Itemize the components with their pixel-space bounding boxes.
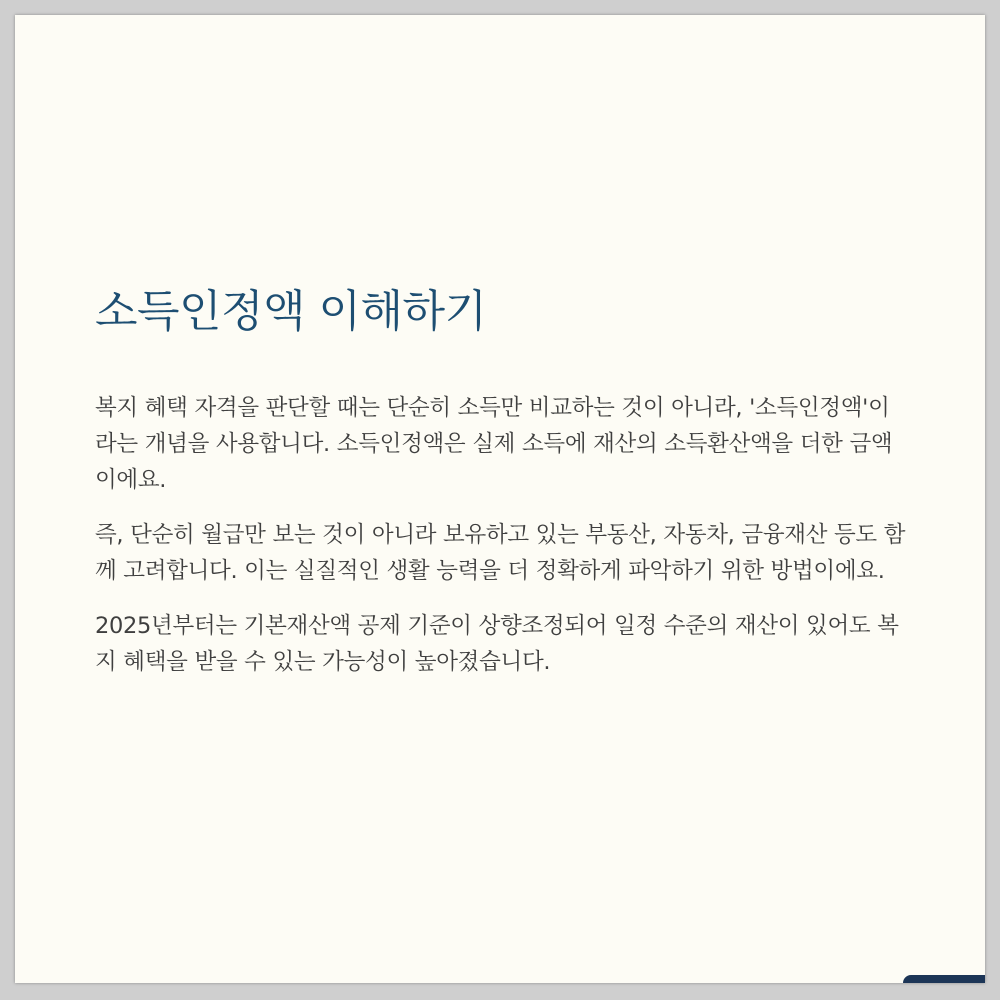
article-content — [95, 283, 910, 699]
document-page — [15, 15, 985, 983]
paragraph-income-definition: 복지 혜택 자격을 판단할 때는 단순히 소득만 비교하는 것이 아니라, '소득인정액'이라는 개념을 사용합니다. 소득인정액은 실제 소득에 재산의 소득환산액을 더한 금액이에요. — [95, 395, 893, 494]
paragraph-2025-change: 2025년부터는 기본재산액 공제 기준이 상향조정되어 일정 수준의 재산이 있어도 복지 혜택을 받을 수 있는 가능성이 높아졌습니다. — [95, 613, 899, 676]
page-title: 소득인정액 이해하기 — [95, 286, 487, 337]
paragraph-assets-considered: 즉, 단순히 월급만 보는 것이 아니라 보유하고 있는 부동산, 자동차, 금융재산 등도 함께 고려합니다. 이는 실질적인 생활 능력을 더 정확하게 파악하기 위한 방법이에요. — [95, 522, 906, 585]
corner-badge — [903, 975, 985, 983]
